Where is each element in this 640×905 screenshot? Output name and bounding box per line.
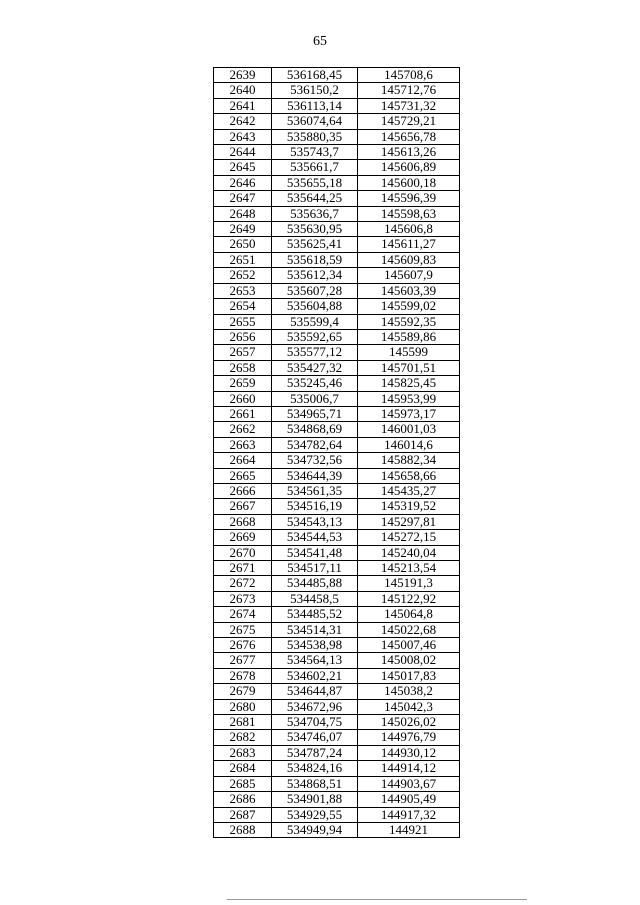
point-number-cell: 2651 [214,252,272,267]
y-coordinate-cell: 145240,04 [358,545,460,560]
table-row [214,499,460,514]
table-row [214,530,460,545]
y-coordinate-cell: 145600,18 [358,175,460,190]
point-number-cell: 2650 [214,237,272,252]
y-coordinate-cell: 145022,68 [358,622,460,637]
x-coordinate-cell: 535630,95 [272,222,358,237]
y-coordinate-cell: 144917,32 [358,807,460,822]
y-coordinate-cell: 145611,27 [358,237,460,252]
point-number-cell: 2653 [214,283,272,298]
point-number-cell: 2673 [214,591,272,606]
table-row [214,638,460,653]
table-row [214,653,460,668]
y-coordinate-cell: 145297,81 [358,514,460,529]
table-row [214,792,460,807]
table-row [214,437,460,452]
table-row [214,576,460,591]
x-coordinate-cell: 535245,46 [272,376,358,391]
point-number-cell: 2654 [214,299,272,314]
point-number-cell: 2641 [214,98,272,113]
x-coordinate-cell: 535625,41 [272,237,358,252]
point-number-cell: 2644 [214,145,272,160]
point-number-cell: 2685 [214,776,272,791]
y-coordinate-cell: 144930,12 [358,745,460,760]
table-row [214,360,460,375]
x-coordinate-cell: 535618,59 [272,252,358,267]
point-number-cell: 2648 [214,206,272,221]
table-row [214,345,460,360]
point-number-cell: 2652 [214,268,272,283]
x-coordinate-cell: 535644,25 [272,191,358,206]
table-row [214,561,460,576]
point-number-cell: 2642 [214,114,272,129]
table-row [214,376,460,391]
point-number-cell: 2660 [214,391,272,406]
x-coordinate-cell: 535612,34 [272,268,358,283]
table-row [214,268,460,283]
table-row [214,545,460,560]
x-coordinate-cell: 534644,39 [272,468,358,483]
x-coordinate-cell: 534602,21 [272,668,358,683]
table-row [214,237,460,252]
y-coordinate-cell: 145122,92 [358,591,460,606]
point-number-cell: 2687 [214,807,272,822]
x-coordinate-cell: 534901,88 [272,792,358,807]
table-row [214,715,460,730]
table-row [214,822,460,837]
x-coordinate-cell: 534514,31 [272,622,358,637]
x-coordinate-cell: 535592,65 [272,329,358,344]
x-coordinate-cell: 534561,35 [272,483,358,498]
y-coordinate-cell: 145007,46 [358,638,460,653]
y-coordinate-cell: 145017,83 [358,668,460,683]
point-number-cell: 2676 [214,638,272,653]
point-number-cell: 2662 [214,422,272,437]
x-coordinate-cell: 536113,14 [272,98,358,113]
coordinates-table-body [214,68,460,838]
x-coordinate-cell: 535604,88 [272,299,358,314]
table-row [214,622,460,637]
table-row [214,483,460,498]
x-coordinate-cell: 535607,28 [272,283,358,298]
y-coordinate-cell: 145729,21 [358,114,460,129]
y-coordinate-cell: 145607,9 [358,268,460,283]
bottom-divider [227,899,527,900]
point-number-cell: 2679 [214,684,272,699]
x-coordinate-cell: 534458,5 [272,591,358,606]
y-coordinate-cell: 144976,79 [358,730,460,745]
x-coordinate-cell: 534485,52 [272,607,358,622]
table-row [214,807,460,822]
point-number-cell: 2678 [214,668,272,683]
point-number-cell: 2667 [214,499,272,514]
table-row [214,514,460,529]
x-coordinate-cell: 534564,13 [272,653,358,668]
point-number-cell: 2658 [214,360,272,375]
y-coordinate-cell: 145064,8 [358,607,460,622]
table-row [214,98,460,113]
x-coordinate-cell: 536074,64 [272,114,358,129]
point-number-cell: 2670 [214,545,272,560]
y-coordinate-cell: 145592,35 [358,314,460,329]
table-row [214,591,460,606]
table-row [214,684,460,699]
x-coordinate-cell: 534746,07 [272,730,358,745]
table-row [214,206,460,221]
point-number-cell: 2688 [214,822,272,837]
coordinates-table [213,67,460,838]
point-number-cell: 2686 [214,792,272,807]
point-number-cell: 2668 [214,514,272,529]
table-row [214,776,460,791]
x-coordinate-cell: 534543,13 [272,514,358,529]
y-coordinate-cell: 145272,15 [358,530,460,545]
table-row [214,668,460,683]
table-row [214,191,460,206]
x-coordinate-cell: 534517,11 [272,561,358,576]
x-coordinate-cell: 535743,7 [272,145,358,160]
x-coordinate-cell: 535661,7 [272,160,358,175]
y-coordinate-cell: 145606,8 [358,222,460,237]
point-number-cell: 2647 [214,191,272,206]
table-row [214,329,460,344]
point-number-cell: 2655 [214,314,272,329]
point-number-cell: 2649 [214,222,272,237]
x-coordinate-cell: 535880,35 [272,129,358,144]
point-number-cell: 2671 [214,561,272,576]
page-number: 65 [313,34,327,49]
y-coordinate-cell: 145731,32 [358,98,460,113]
y-coordinate-cell: 145825,45 [358,376,460,391]
y-coordinate-cell: 144914,12 [358,761,460,776]
y-coordinate-cell: 145882,34 [358,453,460,468]
point-number-cell: 2681 [214,715,272,730]
x-coordinate-cell: 534704,75 [272,715,358,730]
x-coordinate-cell: 534544,53 [272,530,358,545]
y-coordinate-cell: 144903,67 [358,776,460,791]
point-number-cell: 2656 [214,329,272,344]
y-coordinate-cell: 146014,6 [358,437,460,452]
y-coordinate-cell: 145599,02 [358,299,460,314]
x-coordinate-cell: 535006,7 [272,391,358,406]
point-number-cell: 2672 [214,576,272,591]
y-coordinate-cell: 145435,27 [358,483,460,498]
point-number-cell: 2646 [214,175,272,190]
y-coordinate-cell: 145603,39 [358,283,460,298]
point-number-cell: 2677 [214,653,272,668]
point-number-cell: 2674 [214,607,272,622]
point-number-cell: 2669 [214,530,272,545]
x-coordinate-cell: 534541,48 [272,545,358,560]
table-row [214,730,460,745]
x-coordinate-cell: 534868,51 [272,776,358,791]
y-coordinate-cell: 145613,26 [358,145,460,160]
y-coordinate-cell: 145213,54 [358,561,460,576]
y-coordinate-cell: 145191,3 [358,576,460,591]
x-coordinate-cell: 535636,7 [272,206,358,221]
y-coordinate-cell: 145026,02 [358,715,460,730]
y-coordinate-cell: 145708,6 [358,68,460,83]
x-coordinate-cell: 534824,16 [272,761,358,776]
point-number-cell: 2643 [214,129,272,144]
point-number-cell: 2664 [214,453,272,468]
point-number-cell: 2682 [214,730,272,745]
point-number-cell: 2659 [214,376,272,391]
y-coordinate-cell: 145973,17 [358,406,460,421]
y-coordinate-cell: 145712,76 [358,83,460,98]
table-row [214,406,460,421]
x-coordinate-cell: 534644,87 [272,684,358,699]
y-coordinate-cell: 145589,86 [358,329,460,344]
point-number-cell: 2661 [214,406,272,421]
x-coordinate-cell: 535599,4 [272,314,358,329]
table-row [214,252,460,267]
x-coordinate-cell: 534485,88 [272,576,358,591]
table-row [214,68,460,83]
x-coordinate-cell: 534949,94 [272,822,358,837]
x-coordinate-cell: 534965,71 [272,406,358,421]
y-coordinate-cell: 145596,39 [358,191,460,206]
y-coordinate-cell: 145598,63 [358,206,460,221]
x-coordinate-cell: 534787,24 [272,745,358,760]
y-coordinate-cell: 145609,83 [358,252,460,267]
point-number-cell: 2645 [214,160,272,175]
point-number-cell: 2640 [214,83,272,98]
x-coordinate-cell: 534868,69 [272,422,358,437]
y-coordinate-cell: 145953,99 [358,391,460,406]
point-number-cell: 2675 [214,622,272,637]
point-number-cell: 2639 [214,68,272,83]
x-coordinate-cell: 535577,12 [272,345,358,360]
x-coordinate-cell: 534538,98 [272,638,358,653]
y-coordinate-cell: 145038,2 [358,684,460,699]
table-row [214,391,460,406]
table-row [214,453,460,468]
y-coordinate-cell: 144921 [358,822,460,837]
x-coordinate-cell: 535655,18 [272,175,358,190]
x-coordinate-cell: 534516,19 [272,499,358,514]
y-coordinate-cell: 145606,89 [358,160,460,175]
y-coordinate-cell: 145319,52 [358,499,460,514]
table-row [214,222,460,237]
table-row [214,314,460,329]
point-number-cell: 2657 [214,345,272,360]
y-coordinate-cell: 145008,02 [358,653,460,668]
table-row [214,761,460,776]
y-coordinate-cell: 146001,03 [358,422,460,437]
table-row [214,607,460,622]
x-coordinate-cell: 536168,45 [272,68,358,83]
table-row [214,422,460,437]
table-row [214,145,460,160]
y-coordinate-cell: 145701,51 [358,360,460,375]
point-number-cell: 2680 [214,699,272,714]
x-coordinate-cell: 534732,56 [272,453,358,468]
y-coordinate-cell: 145658,66 [358,468,460,483]
table-row [214,175,460,190]
x-coordinate-cell: 534782,64 [272,437,358,452]
table-row [214,114,460,129]
point-number-cell: 2666 [214,483,272,498]
table-row [214,745,460,760]
table-row [214,129,460,144]
table-row [214,699,460,714]
y-coordinate-cell: 145042,3 [358,699,460,714]
table-row [214,160,460,175]
y-coordinate-cell: 145599 [358,345,460,360]
x-coordinate-cell: 534672,96 [272,699,358,714]
point-number-cell: 2683 [214,745,272,760]
x-coordinate-cell: 535427,32 [272,360,358,375]
y-coordinate-cell: 145656,78 [358,129,460,144]
point-number-cell: 2684 [214,761,272,776]
y-coordinate-cell: 144905,49 [358,792,460,807]
table-row [214,283,460,298]
point-number-cell: 2663 [214,437,272,452]
x-coordinate-cell: 534929,55 [272,807,358,822]
table-row [214,299,460,314]
x-coordinate-cell: 536150,2 [272,83,358,98]
table-row [214,83,460,98]
table-row [214,468,460,483]
point-number-cell: 2665 [214,468,272,483]
